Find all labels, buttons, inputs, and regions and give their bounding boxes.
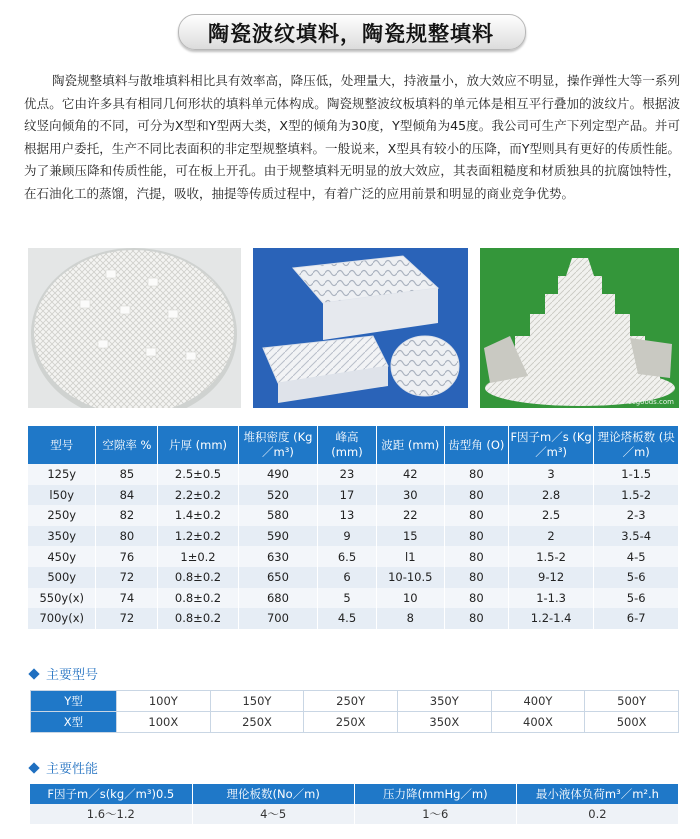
models-cell: 100X <box>117 712 211 733</box>
spec-cell: 80 <box>444 546 508 567</box>
spec-cell: 0.8±0.2 <box>158 608 238 629</box>
spec-cell: 680 <box>238 588 318 609</box>
perf-value-row <box>30 804 679 824</box>
spec-cell: 6 <box>318 567 376 588</box>
spec-cell: 700 <box>238 608 318 629</box>
spec-row <box>28 588 679 609</box>
spec-cell: 1.2±0.2 <box>158 526 238 547</box>
models-cell: 350X <box>397 712 491 733</box>
perf-header-cell: 最小液体负荷m³／m².h <box>516 784 678 804</box>
spec-cell: 2 <box>508 526 594 547</box>
models-row <box>31 712 679 733</box>
spec-cell: 0.8±0.2 <box>158 588 238 609</box>
spec-cell: l50y <box>28 485 96 506</box>
spec-cell: 5-6 <box>594 588 679 609</box>
spec-cell: 10-10.5 <box>376 567 444 588</box>
spec-cell: 3.5-4 <box>594 526 679 547</box>
spec-cell: 13 <box>318 505 376 526</box>
spec-cell: l1 <box>376 546 444 567</box>
spec-header-cell: 波距 (mm) <box>376 426 444 464</box>
spec-cell: 30 <box>376 485 444 506</box>
spec-cell: 80 <box>444 567 508 588</box>
spec-header-row <box>28 426 679 464</box>
spec-cell: 2.5 <box>508 505 594 526</box>
spec-cell: 9 <box>318 526 376 547</box>
spec-cell: 1.5-2 <box>508 546 594 567</box>
spec-cell: 0.8±0.2 <box>158 567 238 588</box>
spec-cell: 250y <box>28 505 96 526</box>
perf-header-cell: F因子m／s(kg／m³)0.5 <box>30 784 192 804</box>
round-packing-disk-photo <box>28 248 241 408</box>
perf-header-cell: 压力降(mmHg／m) <box>354 784 516 804</box>
spec-header-cell: 峰高 (mm) <box>318 426 376 464</box>
spec-table-body <box>28 464 679 629</box>
spec-cell: 1-1.3 <box>508 588 594 609</box>
models-cell: 250X <box>304 712 398 733</box>
models-table-body <box>31 691 679 733</box>
perf-header-row <box>30 784 679 804</box>
diamond-bullet-icon <box>28 668 39 679</box>
spec-cell: 500y <box>28 567 96 588</box>
spec-cell: 520 <box>238 485 318 506</box>
spec-cell: 84 <box>96 485 158 506</box>
spec-cell: 42 <box>376 464 444 485</box>
perf-value-cell: 0.2 <box>516 804 678 824</box>
spec-cell: 80 <box>444 505 508 526</box>
spec-cell: 490 <box>238 464 318 485</box>
models-cell: 250Y <box>304 691 398 712</box>
spec-cell: 5 <box>318 588 376 609</box>
spec-header-cell: 堆积密度 (Kg／m³) <box>238 426 318 464</box>
spec-cell: 5-6 <box>594 567 679 588</box>
models-row <box>31 691 679 712</box>
spec-cell: 550y(x) <box>28 588 96 609</box>
spec-row <box>28 485 679 506</box>
spec-cell: 85 <box>96 464 158 485</box>
models-section-heading <box>30 664 98 683</box>
spec-cell: 650 <box>238 567 318 588</box>
spec-cell: 17 <box>318 485 376 506</box>
spec-row <box>28 526 679 547</box>
spec-cell: 23 <box>318 464 376 485</box>
models-heading-text: 主要型号 <box>46 668 99 683</box>
perf-value-cell: 4～5 <box>192 804 354 824</box>
spec-row <box>28 567 679 588</box>
perf-heading-text: 主要性能 <box>46 762 99 777</box>
spec-cell: 450y <box>28 546 96 567</box>
stacked-packing-tower-photo <box>480 248 679 408</box>
perf-section-heading <box>30 758 98 777</box>
spec-cell: 1-1.5 <box>594 464 679 485</box>
spec-cell: 9-12 <box>508 567 594 588</box>
spec-cell: 72 <box>96 608 158 629</box>
spec-cell: 580 <box>238 505 318 526</box>
models-cell: 250X <box>210 712 304 733</box>
spec-cell: 80 <box>444 485 508 506</box>
watermark-text: ecgoods.com <box>627 398 674 406</box>
spec-cell: 80 <box>96 526 158 547</box>
spec-header-cell: 理论塔板数 (块／m) <box>594 426 679 464</box>
page-title: 陶瓷波纹填料，陶瓷规整填料 <box>208 22 494 46</box>
spec-cell: 700y(x) <box>28 608 96 629</box>
white-packing-blocks-photo <box>253 248 468 408</box>
spec-cell: 22 <box>376 505 444 526</box>
spec-cell: 10 <box>376 588 444 609</box>
spec-cell: 2.8 <box>508 485 594 506</box>
models-cell: 350Y <box>397 691 491 712</box>
spec-cell: 72 <box>96 567 158 588</box>
spec-cell: 2.2±0.2 <box>158 485 238 506</box>
spec-header-cell: 空隙率 % <box>96 426 158 464</box>
models-cell: 500Y <box>585 691 679 712</box>
spec-cell: 76 <box>96 546 158 567</box>
diamond-bullet-icon <box>28 762 39 773</box>
perf-value-cell: 1.6～1.2 <box>30 804 192 824</box>
spec-cell: 80 <box>444 608 508 629</box>
models-row-label: X型 <box>31 712 117 733</box>
spec-cell: 80 <box>444 588 508 609</box>
spec-cell: 2.5±0.5 <box>158 464 238 485</box>
models-cell: 400Y <box>491 691 585 712</box>
spec-cell: 1.4±0.2 <box>158 505 238 526</box>
title-banner <box>178 12 524 52</box>
models-cell: 400X <box>491 712 585 733</box>
models-cell: 100Y <box>117 691 211 712</box>
spec-header-cell: F因子m／s (Kg／m³) <box>508 426 594 464</box>
perf-value-cell: 1～6 <box>354 804 516 824</box>
spec-cell: 1.5-2 <box>594 485 679 506</box>
spec-cell: 6-7 <box>594 608 679 629</box>
spec-row <box>28 464 679 485</box>
spec-row <box>28 505 679 526</box>
perf-header-cell: 理伦板数(No／m) <box>192 784 354 804</box>
models-row-label: Y型 <box>31 691 117 712</box>
spec-cell: 1.2-1.4 <box>508 608 594 629</box>
spec-header-cell: 片厚 (mm) <box>158 426 238 464</box>
spec-cell: 15 <box>376 526 444 547</box>
spec-cell: 80 <box>444 464 508 485</box>
intro-paragraph: 陶瓷规整填料与散堆填料相比具有效率高，降压低，处理量大，持液量小，放大效应不明显，操作弹性大等一系列优点。它由许多具有相同几何形状的填料单元体构成。陶瓷规整波纹板填料的单元体是相互平行叠加的波纹片。根据波纹竖向倾角的不同，可分为X型和Y型两大类，X型的倾角为30度，Y型倾角为45度。我公司可生产下列定型产品。并可根据用户委托，生产不同比表面积的非定型规整填料。一般说来，X型具有较小的压降，而Y型则具有更好的传质性能。为了兼顾压降和传质性能，可在板上开孔。由于规整填料无明显的放大效应，其表面粗糙度和材质独具的抗腐蚀特性，在石油化工的蒸馏，汽提，吸收，抽提等传质过程中，有着广泛的应用前景和明显的商业竞争优势。 <box>24 73 680 201</box>
models-cell: 150Y <box>210 691 304 712</box>
spec-cell: 8 <box>376 608 444 629</box>
spec-row <box>28 608 679 629</box>
spec-cell: 1±0.2 <box>158 546 238 567</box>
spec-cell: 4-5 <box>594 546 679 567</box>
performance-table <box>30 784 679 824</box>
models-cell: 500X <box>585 712 679 733</box>
spec-cell: 2-3 <box>594 505 679 526</box>
spec-cell: 125y <box>28 464 96 485</box>
spec-cell: 80 <box>444 526 508 547</box>
spec-table <box>28 426 679 629</box>
spec-cell: 350y <box>28 526 96 547</box>
spec-cell: 630 <box>238 546 318 567</box>
spec-cell: 4.5 <box>318 608 376 629</box>
spec-cell: 6.5 <box>318 546 376 567</box>
spec-header-cell: 齿型角 (O) <box>444 426 508 464</box>
spec-cell: 590 <box>238 526 318 547</box>
spec-cell: 82 <box>96 505 158 526</box>
models-table <box>30 690 679 733</box>
spec-header-cell: 型号 <box>28 426 96 464</box>
spec-cell: 74 <box>96 588 158 609</box>
spec-cell: 3 <box>508 464 594 485</box>
spec-row <box>28 546 679 567</box>
